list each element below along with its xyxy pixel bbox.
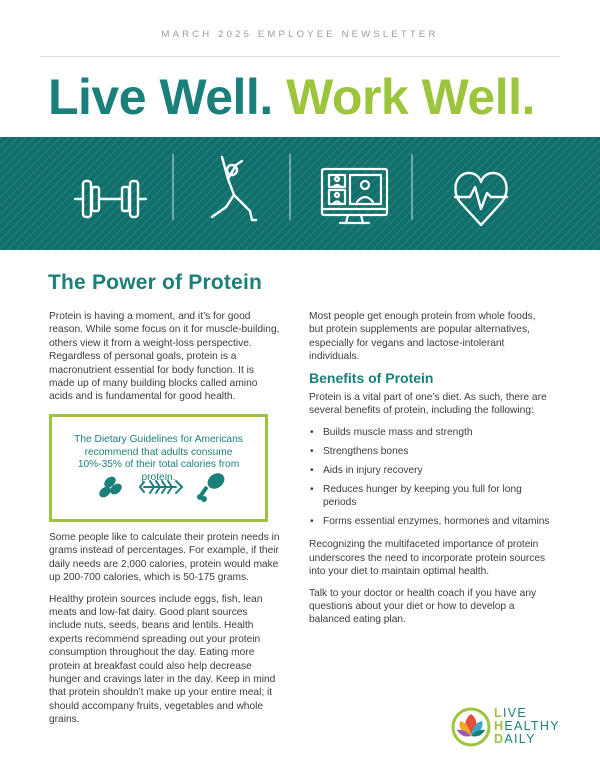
list-item: • Reduces hunger by keeping you full for long periods <box>309 483 552 510</box>
right-column <box>309 310 552 635</box>
logo-word: AILY <box>504 732 536 746</box>
logo-word: EALTHY <box>504 719 560 733</box>
callout-icons <box>52 417 265 519</box>
paragraph: Most people get enough protein from whole foods, but protein supplements are popular alternatives, especially for vegans and lactose-intolerant individuals. <box>309 311 536 363</box>
paragraph: Talk to your doctor or health coach if you have any questions about your diet or how to develop a balanced eating plan. <box>309 587 537 626</box>
logo-word: IVE <box>502 706 527 720</box>
masthead <box>48 66 535 128</box>
kicker-divider <box>40 56 560 57</box>
live-healthy-daily-logo <box>450 704 566 750</box>
left-column-top <box>49 310 281 412</box>
heart-rate-icon <box>455 173 507 225</box>
banner-icons <box>0 137 600 250</box>
dietary-guidelines-callout <box>49 414 268 522</box>
benefits-heading: Benefits of Protein <box>309 369 434 386</box>
list-item: • Forms essential enzymes, hormones and vitamins <box>309 515 552 528</box>
beans-icon <box>97 474 124 499</box>
left-column-bottom <box>49 531 281 735</box>
article-title: The Power of Protein <box>48 271 263 294</box>
icon-banner <box>0 137 600 250</box>
paragraph: Protein is a vital part of one’s diet. As such, there are several benefits of protein, including the following: <box>309 392 547 417</box>
paragraph: Some people like to calculate their protein needs in grams instead of percentages. For example, if their daily needs are 2,000 calories, protein would make up 200-700 calories, which is 50-175 grams. <box>49 532 280 584</box>
list-item: • Builds muscle mass and strength <box>309 426 552 439</box>
logo-letter: L <box>494 706 503 720</box>
logo-letter: D <box>494 732 505 746</box>
masthead-work-well: Work Well. <box>286 69 535 125</box>
callout-text: The Dietary Guidelines for Americans recommend that adults consume 10%-35% of their total calories from protein. <box>74 434 243 483</box>
drumstick-icon <box>197 470 227 502</box>
benefits-list <box>309 426 552 528</box>
newsletter-kicker: MARCH 2025 EMPLOYEE NEWSLETTER <box>161 29 439 40</box>
masthead-live-well: Live Well. <box>48 69 273 125</box>
fish-icon <box>140 481 182 493</box>
list-item: • Aids in injury recovery <box>309 464 552 477</box>
paragraph: Healthy protein sources include eggs, fish, lean meats and low-fat dairy. Good plant sources include nuts, seeds, beans and lentils. Health experts recommend spreading out your protein consumption throughout the day. Eating more protein at breakfast could also help decrease hunger and cravings later in the day. Keep in mind that protein shouldn’t make up your entire meal; it should accompany fruits, vegetables and whole grains. <box>49 593 276 726</box>
logo-wordmark <box>494 707 560 746</box>
list-item: • Strengthens bones <box>309 445 552 458</box>
lotus-logo-icon <box>450 704 492 750</box>
yoga-pose-icon <box>212 157 256 220</box>
dumbbell-icon <box>75 181 146 217</box>
paragraph: Protein is having a moment, and it’s for good reason. While some focus on it for muscle-building, others view it from a weight-loss perspective. Regardless of personal goals, protein is a macronutrient essential for body function. It is made up of many building blocks called amino acids and is fundamental for good health. <box>49 311 280 403</box>
logo-letter: H <box>494 719 505 733</box>
paragraph: Recognizing the multifaceted importance of protein underscores the need to incorporate protein sources into your diet to maintain optimal health. <box>309 539 546 578</box>
video-call-icon <box>322 169 387 223</box>
